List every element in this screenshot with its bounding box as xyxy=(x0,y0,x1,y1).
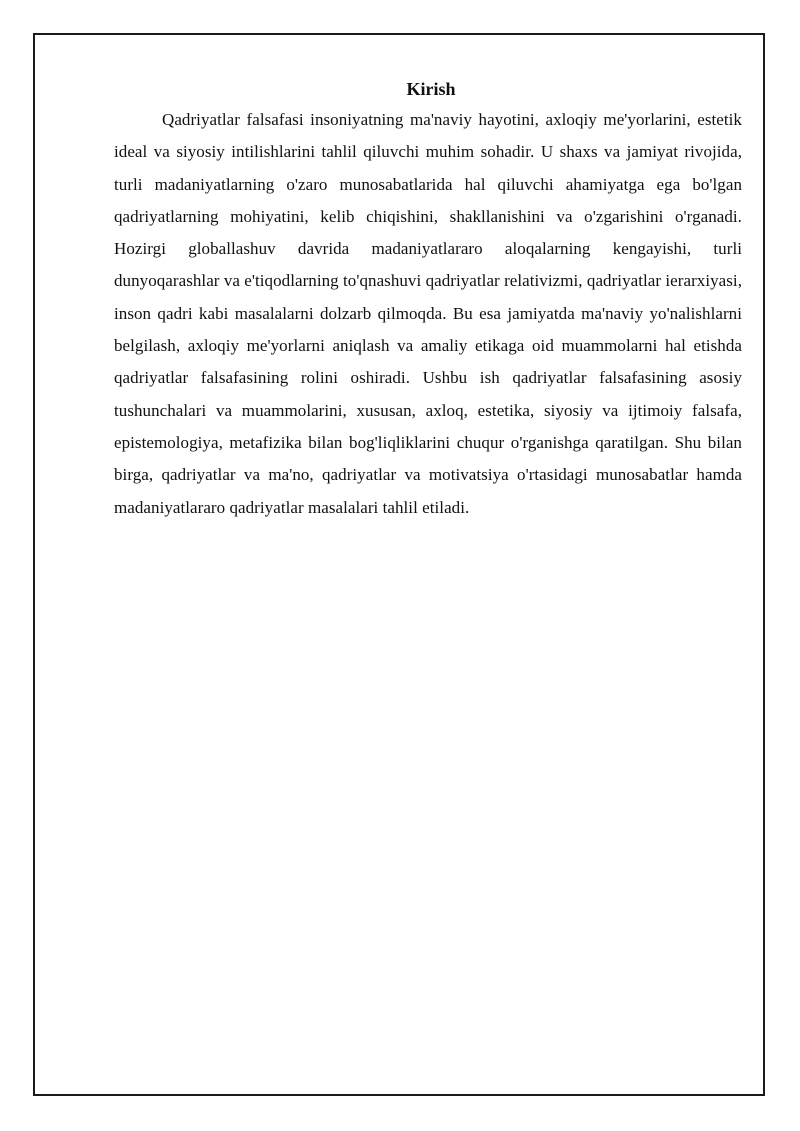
intro-paragraph: Qadriyatlar falsafasi insoniyatning ma'naviy hayotini, axloqiy me'yorlarini, estetik ideal va siyosiy intilishlarini tahlil qiluvchi muhim sohadir. U shaxs va jamiyat rivojida, turli madaniyatlarning o'zaro munosabatlarida hal qiluvchi ahamiyatga ega bo'lgan qadriyatlarning mohiyatini, kelib chiqishini, shakllanishini va o'zgarishini o'rganadi. Hozirgi globallashuv davrida madaniyatlararo aloqalarning kengayishi, turli dunyoqarashlar va e'tiqodlarning to'qnashuvi qadriyatlar relativizmi, qadriyatlar ierarxiyasi, inson qadri kabi masalalarni dolzarb qilmoqda. Bu esa jamiyatda ma'naviy yo'nalishlarni belgilash, axloqiy me'yorlarni aniqlash va amaliy etikaga oid muammolarni hal etishda qadriyatlar falsafasining rolini oshiradi. Ushbu ish qadriyatlar falsafasining asosiy tushunchalari va muammolarini, xususan, axloq, estetika, siyosiy va ijtimoiy falsafa, epistemologiya, metafizika bilan bog'liqliklarini chuqur o'rganishga qaratilgan. Shu bilan birga, qadriyatlar va ma'no, qadriyatlar va motivatsiya o'rtasidagi munosabatlar hamda madaniyatlararo qadriyatlar masalalari tahlil etiladi. xyxy=(114,110,742,517)
document-body xyxy=(114,74,742,524)
section-title: Kirish xyxy=(406,79,456,99)
